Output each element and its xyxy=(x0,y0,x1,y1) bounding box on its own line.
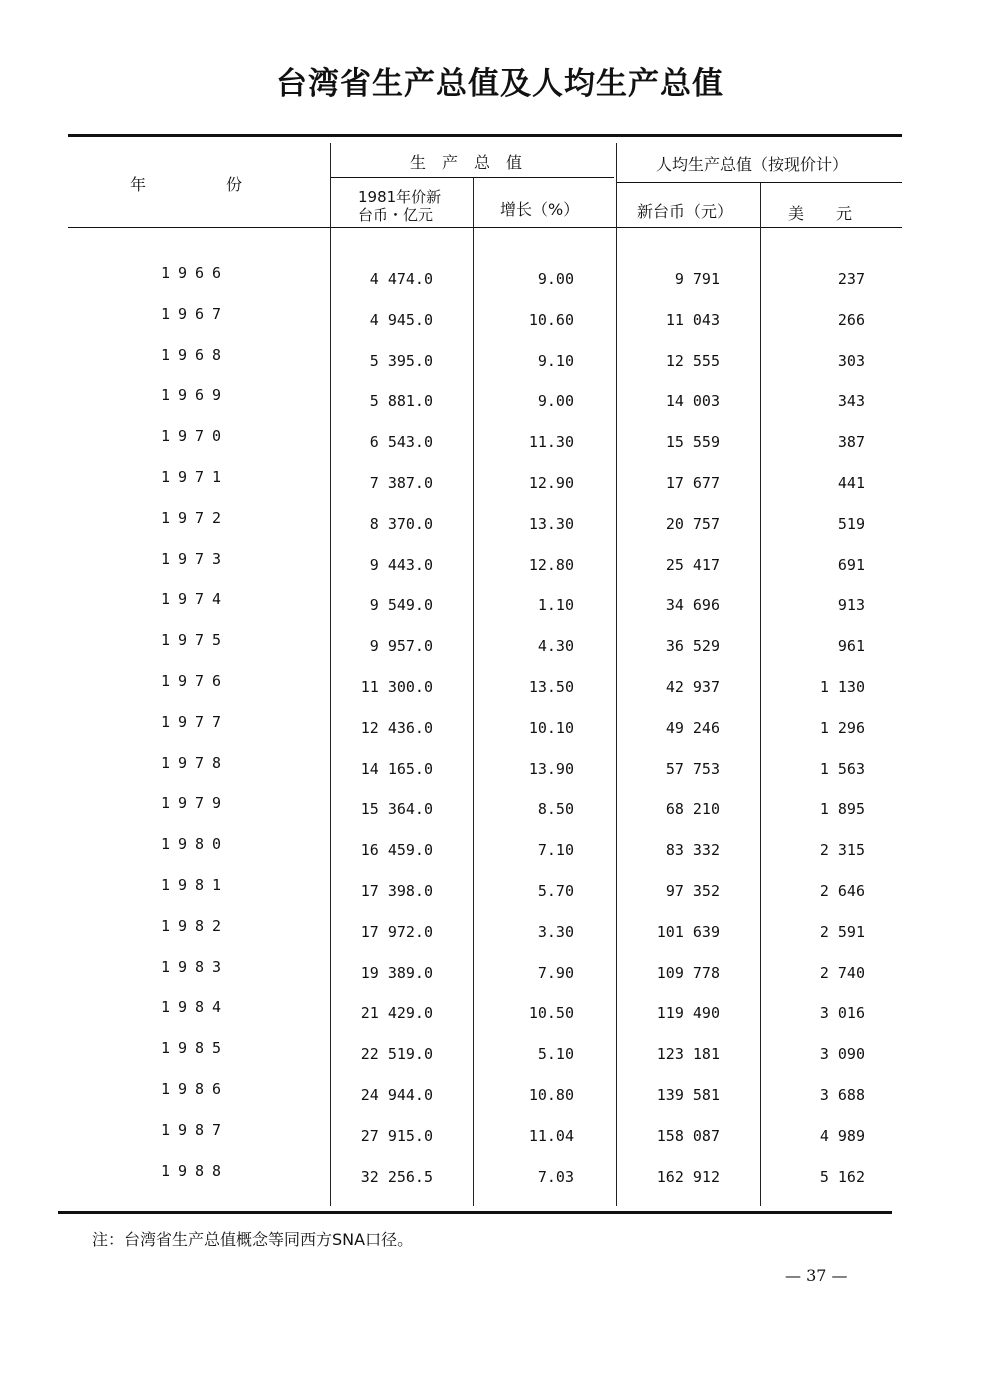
year-cell: 1974 xyxy=(160,590,230,608)
percap-usd-cell: 3 090 xyxy=(819,1045,865,1063)
header-gdp-value-line1: 1981年价新 xyxy=(358,188,442,206)
percap-ntd-cell: 162 912 xyxy=(656,1168,720,1186)
header-gdp-growth: 增长（%） xyxy=(500,200,580,219)
gdp-value-cell: 27 915.0 xyxy=(360,1127,433,1145)
gdp-value-cell: 12 436.0 xyxy=(360,719,433,737)
year-cell: 1983 xyxy=(160,958,230,976)
year-cell: 1984 xyxy=(160,998,230,1016)
header-gdp-value-line2: 台币・亿元 xyxy=(358,206,434,224)
percap-usd-cell: 519 xyxy=(837,515,865,533)
gdp-growth-cell: 10.50 xyxy=(528,1004,574,1022)
percap-usd-cell: 343 xyxy=(837,392,865,410)
year-cell: 1966 xyxy=(160,264,230,282)
percap-usd-cell: 2 591 xyxy=(819,923,865,941)
gdp-growth-cell: 7.90 xyxy=(537,964,574,982)
gdp-growth-cell: 3.30 xyxy=(537,923,574,941)
gdp-value-cell: 21 429.0 xyxy=(360,1004,433,1022)
year-cell: 1978 xyxy=(160,754,230,772)
header-percap-ntd: 新台币（元） xyxy=(637,202,734,221)
year-cell: 1967 xyxy=(160,305,230,323)
gdp-growth-cell: 5.70 xyxy=(537,882,574,900)
gdp-growth-cell: 7.10 xyxy=(537,841,574,859)
percap-ntd-cell: 158 087 xyxy=(656,1127,720,1145)
gdp-growth-cell: 10.10 xyxy=(528,719,574,737)
percap-ntd-cell: 9 791 xyxy=(674,270,720,288)
page-number: — 37 — xyxy=(785,1266,848,1285)
percap-usd-cell: 2 646 xyxy=(819,882,865,900)
gdp-growth-cell: 11.04 xyxy=(528,1127,574,1145)
gdp-value-cell: 14 165.0 xyxy=(360,760,433,778)
table-bottom-rule xyxy=(58,1211,892,1214)
year-cell: 1973 xyxy=(160,550,230,568)
header-gdp-group: 生 产 总 值 xyxy=(410,153,523,172)
gdp-value-cell: 22 519.0 xyxy=(360,1045,433,1063)
gdp-value-cell: 4 474.0 xyxy=(369,270,433,288)
percap-ntd-cell: 17 677 xyxy=(665,474,720,492)
gdp-growth-cell: 4.30 xyxy=(537,637,574,655)
year-cell: 1968 xyxy=(160,346,230,364)
header-percap-usd: 美 元 xyxy=(788,204,853,223)
gdp-growth-cell: 9.00 xyxy=(537,270,574,288)
gdp-value-cell: 32 256.5 xyxy=(360,1168,433,1186)
year-cell: 1987 xyxy=(160,1121,230,1139)
column-divider xyxy=(760,183,761,1206)
year-cell: 1977 xyxy=(160,713,230,731)
percap-usd-cell: 1 296 xyxy=(819,719,865,737)
gdp-growth-cell: 13.30 xyxy=(528,515,574,533)
gdp-group-underline xyxy=(330,177,614,178)
percap-ntd-cell: 25 417 xyxy=(665,556,720,574)
table-top-rule xyxy=(68,134,902,137)
gdp-growth-cell: 12.80 xyxy=(528,556,574,574)
gdp-value-cell: 4 945.0 xyxy=(369,311,433,329)
column-divider xyxy=(616,143,617,1206)
gdp-growth-cell: 9.00 xyxy=(537,392,574,410)
gdp-value-cell: 17 972.0 xyxy=(360,923,433,941)
percap-ntd-cell: 15 559 xyxy=(665,433,720,451)
year-cell: 1971 xyxy=(160,468,230,486)
column-divider xyxy=(473,178,474,1206)
gdp-growth-cell: 5.10 xyxy=(537,1045,574,1063)
percap-usd-cell: 1 895 xyxy=(819,800,865,818)
year-cell: 1975 xyxy=(160,631,230,649)
gdp-growth-cell: 8.50 xyxy=(537,800,574,818)
gdp-value-cell: 9 957.0 xyxy=(369,637,433,655)
percap-ntd-cell: 34 696 xyxy=(665,596,720,614)
percap-ntd-cell: 109 778 xyxy=(656,964,720,982)
gdp-growth-cell: 9.10 xyxy=(537,352,574,370)
percap-ntd-cell: 83 332 xyxy=(665,841,720,859)
gdp-growth-cell: 11.30 xyxy=(528,433,574,451)
percap-usd-cell: 266 xyxy=(837,311,865,329)
gdp-value-cell: 7 387.0 xyxy=(369,474,433,492)
year-cell: 1969 xyxy=(160,386,230,404)
header-year: 年 份 xyxy=(130,175,243,194)
percap-usd-cell: 3 688 xyxy=(819,1086,865,1104)
percap-usd-cell: 913 xyxy=(837,596,865,614)
percap-ntd-cell: 101 639 xyxy=(656,923,720,941)
percap-usd-cell: 441 xyxy=(837,474,865,492)
percap-ntd-cell: 68 210 xyxy=(665,800,720,818)
header-percap-group: 人均生产总值（按现价计） xyxy=(656,155,849,174)
year-cell: 1976 xyxy=(160,672,230,690)
gdp-growth-cell: 10.80 xyxy=(528,1086,574,1104)
year-cell: 1970 xyxy=(160,427,230,445)
percap-ntd-cell: 119 490 xyxy=(656,1004,720,1022)
percap-usd-cell: 1 563 xyxy=(819,760,865,778)
page-title: 台湾省生产总值及人均生产总值 xyxy=(276,66,724,102)
percap-ntd-cell: 57 753 xyxy=(665,760,720,778)
gdp-value-cell: 9 443.0 xyxy=(369,556,433,574)
gdp-value-cell: 15 364.0 xyxy=(360,800,433,818)
gdp-value-cell: 16 459.0 xyxy=(360,841,433,859)
percap-ntd-cell: 11 043 xyxy=(665,311,720,329)
percap-usd-cell: 691 xyxy=(837,556,865,574)
percap-usd-cell: 2 740 xyxy=(819,964,865,982)
header-bottom-rule xyxy=(68,227,902,228)
percap-usd-cell: 4 989 xyxy=(819,1127,865,1145)
year-cell: 1972 xyxy=(160,509,230,527)
gdp-growth-cell: 1.10 xyxy=(537,596,574,614)
gdp-growth-cell: 12.90 xyxy=(528,474,574,492)
year-cell: 1979 xyxy=(160,794,230,812)
percap-usd-cell: 5 162 xyxy=(819,1168,865,1186)
percap-ntd-cell: 139 581 xyxy=(656,1086,720,1104)
gdp-value-cell: 6 543.0 xyxy=(369,433,433,451)
year-cell: 1980 xyxy=(160,835,230,853)
gdp-growth-cell: 7.03 xyxy=(537,1168,574,1186)
year-cell: 1986 xyxy=(160,1080,230,1098)
percap-usd-cell: 1 130 xyxy=(819,678,865,696)
year-cell: 1982 xyxy=(160,917,230,935)
gdp-value-cell: 5 395.0 xyxy=(369,352,433,370)
percap-ntd-cell: 49 246 xyxy=(665,719,720,737)
gdp-value-cell: 24 944.0 xyxy=(360,1086,433,1104)
percap-usd-cell: 961 xyxy=(837,637,865,655)
gdp-value-cell: 19 389.0 xyxy=(360,964,433,982)
gdp-value-cell: 11 300.0 xyxy=(360,678,433,696)
gdp-growth-cell: 13.50 xyxy=(528,678,574,696)
gdp-value-cell: 8 370.0 xyxy=(369,515,433,533)
gdp-value-cell: 9 549.0 xyxy=(369,596,433,614)
percap-usd-cell: 387 xyxy=(837,433,865,451)
year-cell: 1985 xyxy=(160,1039,230,1057)
percap-usd-cell: 303 xyxy=(837,352,865,370)
percap-ntd-cell: 97 352 xyxy=(665,882,720,900)
gdp-growth-cell: 10.60 xyxy=(528,311,574,329)
year-cell: 1988 xyxy=(160,1162,230,1180)
year-cell: 1981 xyxy=(160,876,230,894)
gdp-growth-cell: 13.90 xyxy=(528,760,574,778)
gdp-value-cell: 5 881.0 xyxy=(369,392,433,410)
percap-ntd-cell: 42 937 xyxy=(665,678,720,696)
percap-ntd-cell: 123 181 xyxy=(656,1045,720,1063)
percap-usd-cell: 237 xyxy=(837,270,865,288)
percap-ntd-cell: 14 003 xyxy=(665,392,720,410)
gdp-value-cell: 17 398.0 xyxy=(360,882,433,900)
percap-ntd-cell: 12 555 xyxy=(665,352,720,370)
percap-usd-cell: 2 315 xyxy=(819,841,865,859)
footnote: 注：台湾省生产总值概念等同西方SNA口径。 xyxy=(92,1230,414,1249)
percap-ntd-cell: 36 529 xyxy=(665,637,720,655)
percap-usd-cell: 3 016 xyxy=(819,1004,865,1022)
percap-ntd-cell: 20 757 xyxy=(665,515,720,533)
column-divider xyxy=(330,143,331,1206)
